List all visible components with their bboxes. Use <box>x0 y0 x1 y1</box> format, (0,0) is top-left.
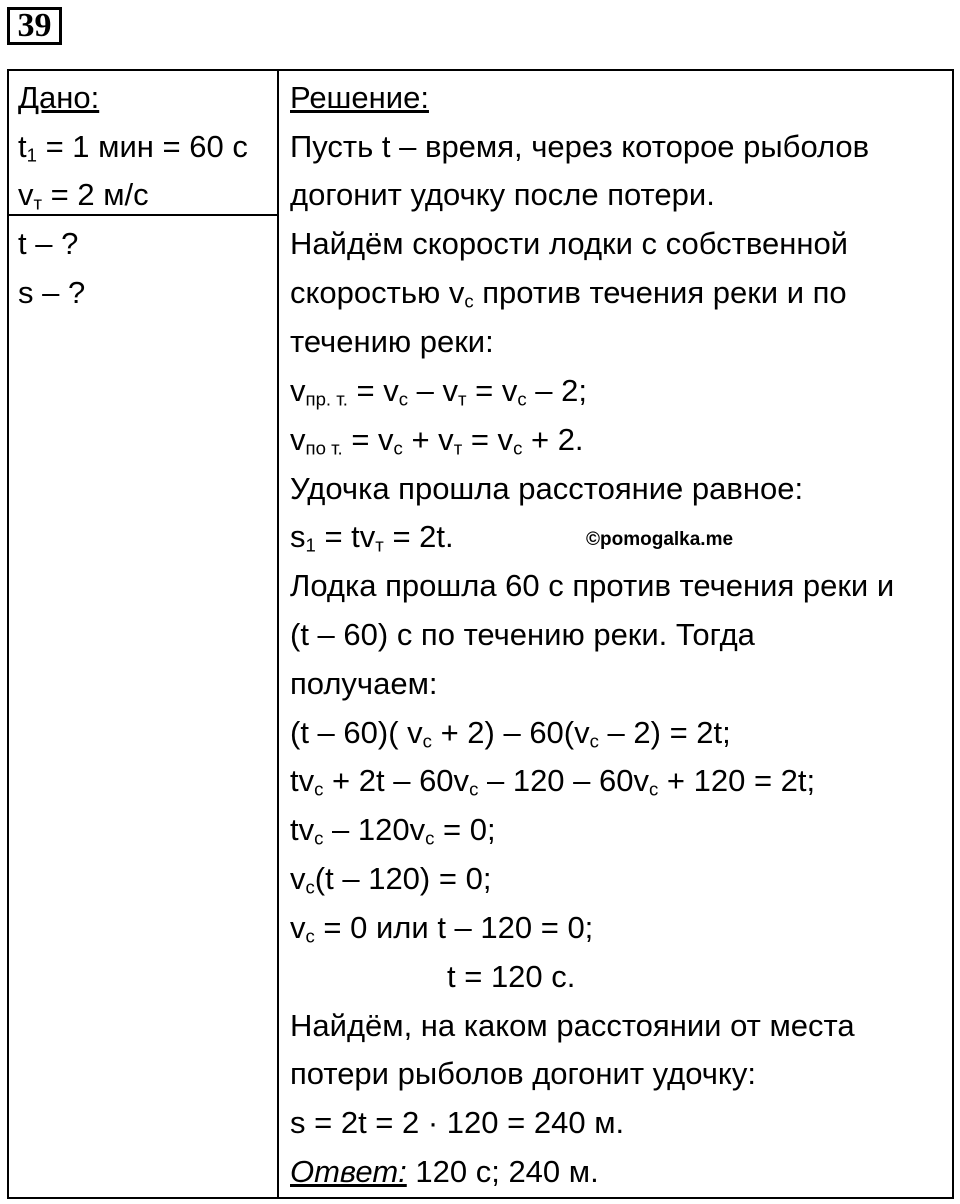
given-title: Дано: <box>18 80 100 115</box>
equation-6: t = 120 с. <box>447 959 576 994</box>
answer-label: Ответ: <box>290 1154 407 1189</box>
formula-v-upstream: $v_{пр. т.} = v_с - v_т = v_с - 2$; <box>290 373 587 410</box>
solution-line-8: Удочка прошла расстояние равное: <box>290 471 804 506</box>
solution-line-1: Пусть t – время, через которое рыболов <box>290 129 870 164</box>
solution-line-2: догонит удочку после потери. <box>290 177 715 212</box>
solution-line-3: Найдём скорости лодки с собственной <box>290 226 848 261</box>
solution-line-5: течению реки: <box>290 324 494 359</box>
problem-number: 39 <box>7 7 62 45</box>
solution-line-4: скоростью $v_с$ против течения реки и по <box>290 275 847 312</box>
column-divider <box>277 69 279 1199</box>
formula-v-downstream: $v_{по т.} = v_с + v_т = v_с + 2$. <box>290 422 584 459</box>
solution-line-20: потери рыболов догонит удочку: <box>290 1056 756 1091</box>
solution-line-12: получаем: <box>290 666 438 701</box>
equation-4: $v_с(t - 120) = 0$; <box>290 861 492 898</box>
watermark: ©pomogalka.me <box>586 529 734 550</box>
answer-value: 120 с; 240 м. <box>406 1154 599 1189</box>
answer <box>290 1147 599 1196</box>
find-s: s – ? <box>18 275 86 310</box>
equation-3: $tv_с - 120v_с = 0$; <box>290 812 496 849</box>
solution-line-10: Лодка прошла 60 с против течения реки и <box>290 568 895 603</box>
equation-5: $v_с = 0$ или t – 120 = 0; <box>290 910 594 947</box>
formula-s: s = 2t = 2 · 120 = 240 м. <box>290 1105 625 1140</box>
equation-2: $tv_с + 2t - 60v_с - 120 - 60v_с + 120 = 2t$; <box>290 763 816 800</box>
find-t: t – ? <box>18 226 79 261</box>
equation-1: (t – 60)( $v_с + 2) - 60(v_с - 2) = 2t$; <box>290 715 731 752</box>
solution-line-11: (t – 60) с по течению реки. Тогда <box>290 617 755 652</box>
solution-line-19: Найдём, на каком расстоянии от места <box>290 1008 855 1043</box>
solution-title: Решение: <box>290 80 429 115</box>
given-t1: $t_1 = 1$ мин = 60 с <box>18 129 248 166</box>
formula-s1: $s_1 = tv_т = 2t$. <box>290 519 454 556</box>
given-vt: $v_т = 2$ м/с <box>18 177 149 214</box>
